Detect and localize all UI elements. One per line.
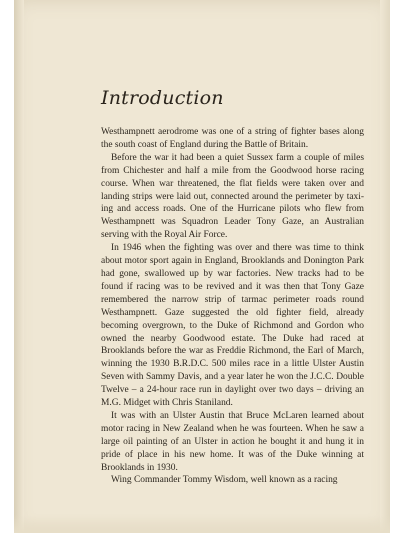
page-gutter-shadow — [14, 0, 24, 533]
paragraph-5: Wing Commander Tommy Wisdom, well known as a racing — [111, 475, 338, 486]
page-edge-shadow — [380, 0, 390, 533]
paragraph-3: In 1946 when the fighting was over and there was time to think about motor sport again in England, Brooklands and Donington Park had gone, swallowed up by war factories. New tracks had to be found if racing was to be revived and it was then that Tony Gaze remembered the narrow strip of tarmac perimeter roads round Westhampnett. Gaze suggested the old fighter field, already becoming overgrown, to the Duke of Richmond and Gordon who owned the nearby Goodwood estate. The Duke had raced at Brooklands before the war as Freddie Richmond, the Earl of March, winning the 1930 B.R.D.C. 500 miles race in a little Ulster Austin Seven with Sammy Davis, and a year later he won the J.C.C. Double Twelve – a 24-hour race run in daylight over two days – driving an M.G. Midget with Chris Staniland. — [101, 243, 364, 409]
page-bottom-shade — [14, 515, 390, 533]
paragraph-4: It was with an Ulster Austin that Bruce McLaren learned about motor racing in New Zealand when he was fourteen. When he saw a large oil painting of an Ulster in action he bought it and hung it in pride of place in his new home. It was of the Duke winning at Brooklands in 1930. — [101, 410, 364, 473]
paragraph-1: Westhampnett aerodrome was one of a string of fighter bases along the south coast of England during the Battle of Britain. — [101, 127, 364, 150]
body-text — [101, 126, 364, 487]
chapter-heading: Introduction — [101, 87, 224, 109]
paragraph-2: Before the war it had been a quiet Sussex farm a couple of miles from Chichester and half a mile from the Goodwood horse racing course. When war threatened, the flat fields were taken over and landing strips were laid out, connected around the perimeter by taxi-ing and access roads. One of the Hurricane pilots who flew from Westhampnett was Squadron Leader Tony Gaze, an Australian serving with the Royal Air Force. — [101, 152, 364, 241]
